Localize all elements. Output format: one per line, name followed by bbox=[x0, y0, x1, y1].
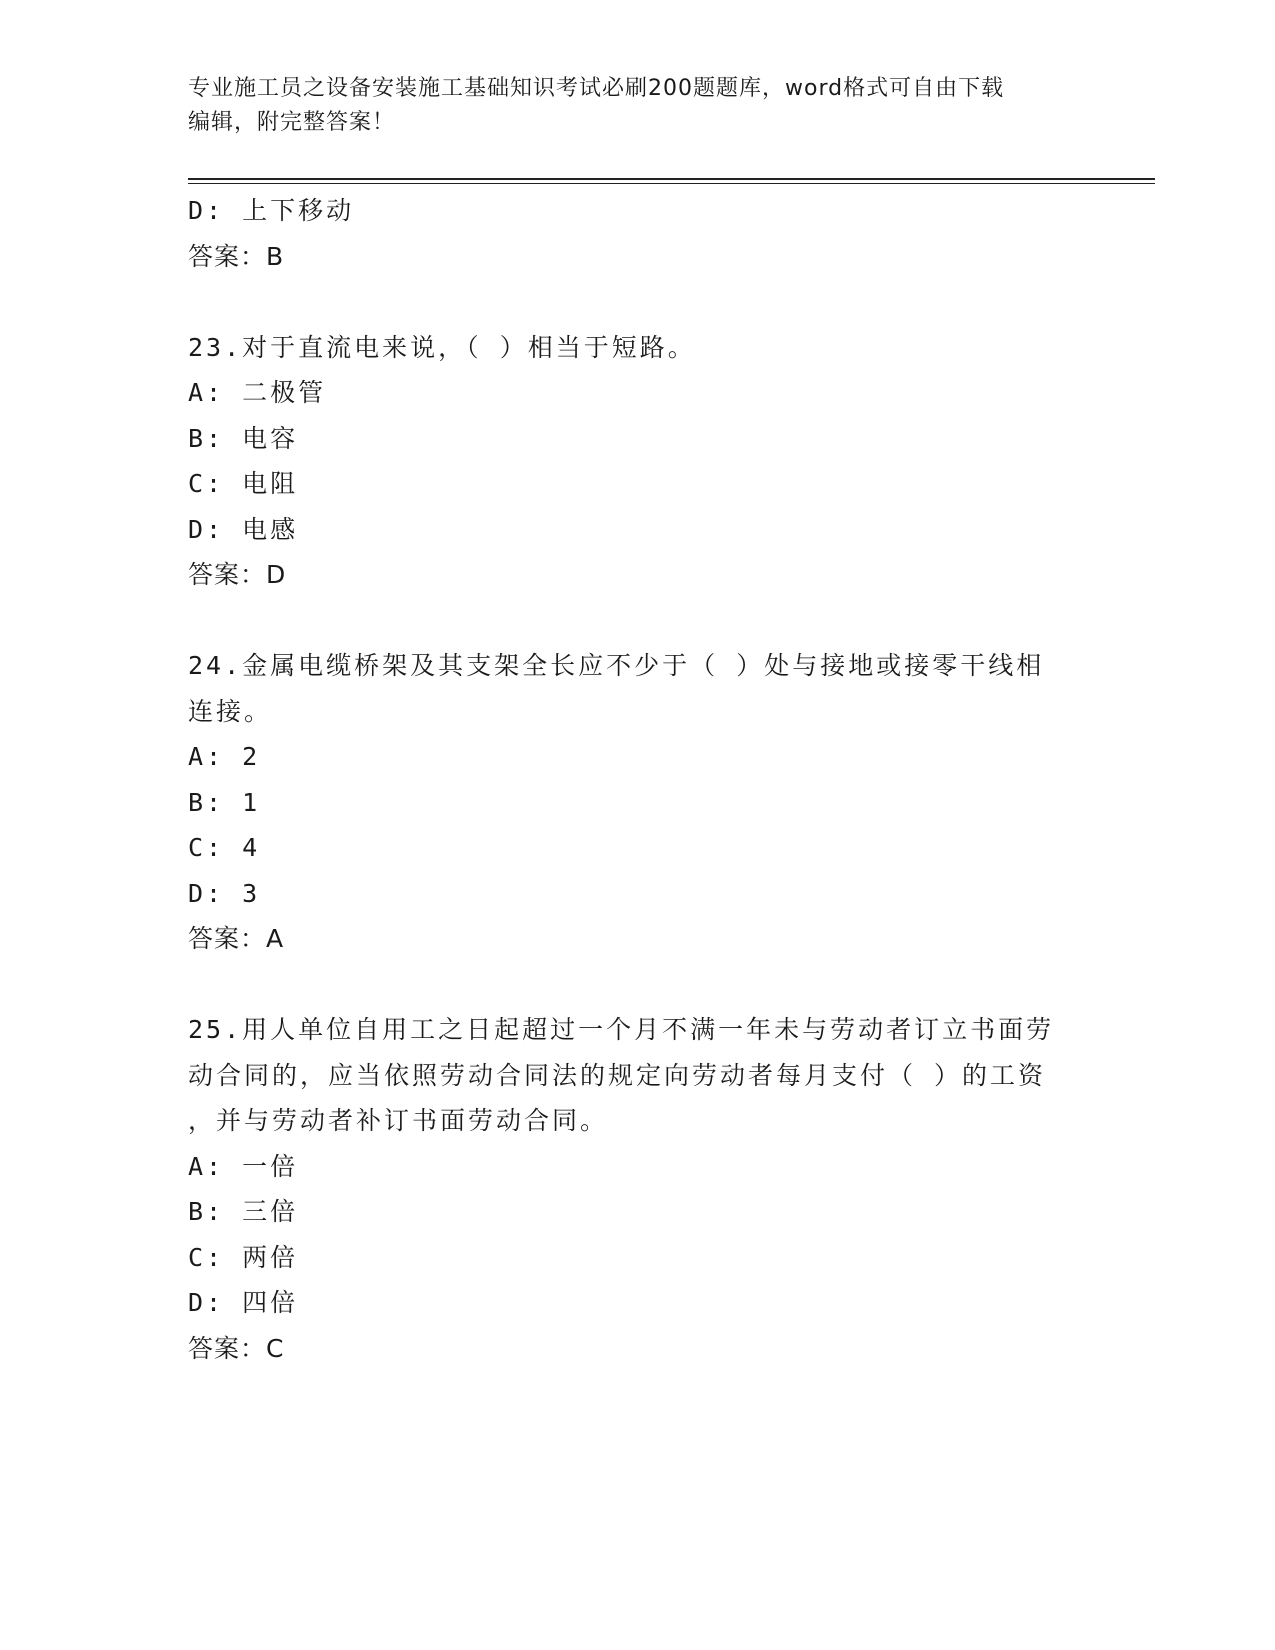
question-stem-continued: 动合同的，应当依照劳动合同法的规定向劳动者每月支付（ ）的工资 bbox=[188, 1060, 1047, 1090]
option-d: D: 四倍 bbox=[188, 1288, 299, 1317]
question-stem-continued: ，并与劳动者补订书面劳动合同。 bbox=[188, 1106, 609, 1135]
option-b: B: 电容 bbox=[188, 423, 299, 453]
answer-line: 答案：B bbox=[188, 241, 285, 271]
question-stem: 23.对于直流电来说，（ ）相当于短路。 bbox=[188, 332, 696, 362]
document-header bbox=[188, 72, 1068, 140]
option-d: D: 3 bbox=[188, 878, 261, 908]
question-22-tail bbox=[188, 188, 1088, 279]
spacer bbox=[188, 279, 1088, 325]
option-c: C: 电阻 bbox=[188, 469, 299, 498]
header-divider-thick bbox=[188, 178, 1155, 180]
question-stem-continued: 连接。 bbox=[188, 696, 273, 726]
question-24 bbox=[188, 643, 1088, 962]
answer-line: 答案：D bbox=[188, 560, 287, 589]
option-a: A: 2 bbox=[188, 742, 261, 771]
question-stem: 24.金属电缆桥架及其支架全长应不少于（ ）处与接地或接零干线相 bbox=[188, 651, 1045, 680]
option-d: D: 电感 bbox=[188, 514, 299, 544]
header-divider-thin bbox=[188, 183, 1155, 184]
option-a: A: 一倍 bbox=[188, 1151, 299, 1181]
question-stem: 25.用人单位自用工之日起超过一个月不满一年未与劳动者订立书面劳 bbox=[188, 1015, 1055, 1044]
question-23 bbox=[188, 325, 1088, 598]
answer-line: 答案：C bbox=[188, 1333, 285, 1363]
header-title-line-2: 编辑，附完整答案！ bbox=[188, 110, 396, 135]
question-list bbox=[188, 188, 1088, 1371]
option-d: D: 上下移动 bbox=[188, 196, 355, 225]
option-c: C: 4 bbox=[188, 833, 261, 862]
spacer bbox=[188, 962, 1088, 1008]
answer-line: 答案：A bbox=[188, 924, 285, 953]
option-b: B: 三倍 bbox=[188, 1197, 299, 1226]
question-25 bbox=[188, 1007, 1088, 1371]
spacer bbox=[188, 598, 1088, 644]
option-c: C: 两倍 bbox=[188, 1242, 299, 1272]
option-b: B: 1 bbox=[188, 787, 261, 817]
header-title-line-1: 专业施工员之设备安装施工基础知识考试必刷200题题库，word格式可自由下载 bbox=[188, 76, 1005, 101]
option-a: A: 二极管 bbox=[188, 378, 327, 407]
